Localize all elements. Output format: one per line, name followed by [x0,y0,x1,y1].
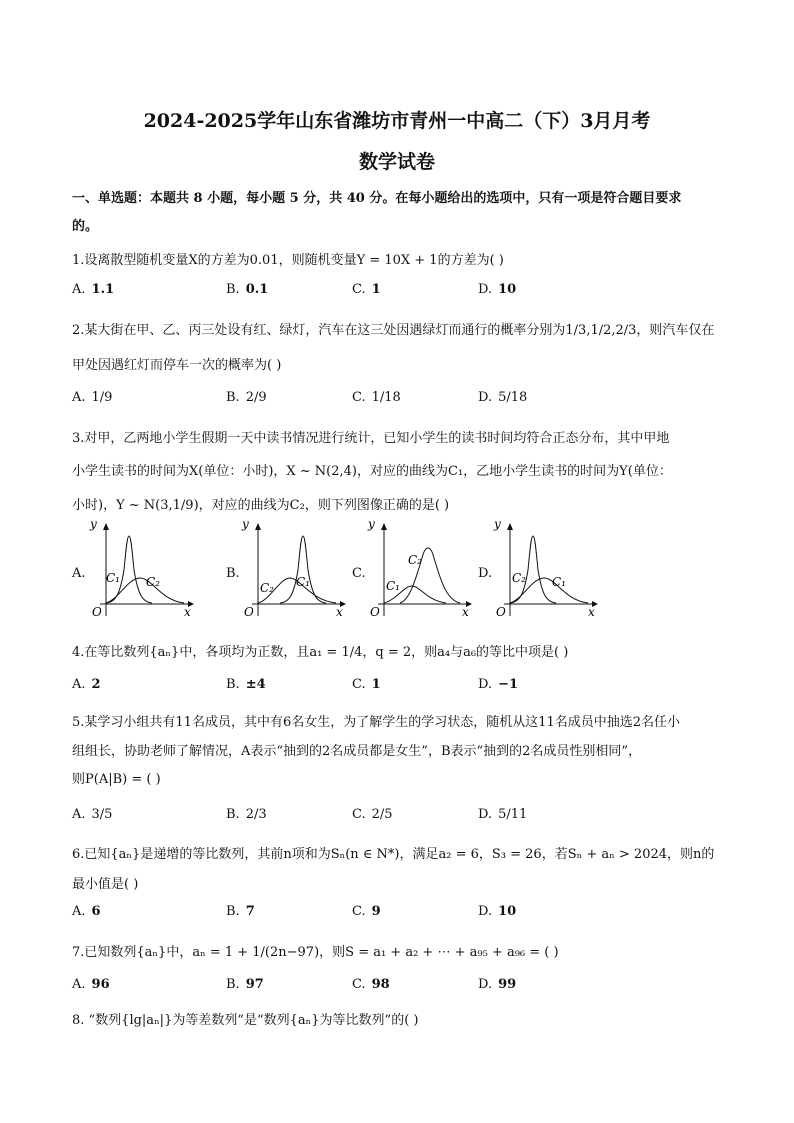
question-1-stem: 1.设离散型随机变量X的方差为0.01，则随机变量Y = 10X + 1的方差为( ) [72,253,504,268]
option-c: C. 1 [352,282,381,297]
curve-right-label: C₂ [146,575,160,589]
graph-option-b [240,520,350,620]
axis-y-label: y [90,520,97,531]
option-b: B. 97 [226,977,264,992]
question-5-stem: 5.某学习小组共有11名成员，其中有6名女生，为了解学生的学习状态，随机从这11名成员中抽选2名任小 [72,715,681,730]
question-6-stem: 6.已知{aₙ}是递增的等比数列，其前n项和为Sₙ(n ∈ N*)，满足a₂ = 6，S₃ = 26，若Sₙ + aₙ > 2024，则n的 [72,847,715,862]
option-d: D. 99 [478,977,517,992]
option-a-label: A. [72,566,86,581]
svg-text:y: y [242,520,249,531]
option-b: B. ±4 [226,677,266,692]
option-c: C. 1/18 [352,390,401,405]
option-a: A. 6 [72,904,101,919]
option-a: A. 96 [72,977,110,992]
svg-text:y: y [368,520,375,531]
svg-text:C₁: C₁ [296,575,310,589]
section-heading-cont: 的。 [72,219,99,234]
option-c: C. 2/5 [352,807,393,822]
option-b: B. 2/3 [226,807,267,822]
option-a: A. 2 [72,677,101,692]
svg-text:x: x [336,605,343,619]
option-d: D. 10 [478,282,517,297]
option-c: C. 9 [352,904,381,919]
question-3-stem: 3.对甲，乙两地小学生假期一天中读书情况进行统计，已知小学生的读书时间均符合正态分布，其中甲地 [72,431,670,446]
graph-option-a [88,520,198,620]
svg-text:O: O [496,605,506,619]
svg-text:x: x [462,605,469,619]
origin-label: O [92,605,102,619]
axis-x-label: x [184,605,191,619]
svg-text:C₂: C₂ [260,581,274,595]
svg-text:O: O [244,605,254,619]
question-2-stem-cont: 甲处因遇红灯而停车一次的概率为( ) [72,358,282,373]
option-b-label: B. [226,566,240,581]
question-3-stem-cont: 小学生读书的时间为X(单位：小时)，X ~ N(2,4)，对应的曲线为C₁，乙地小学生读书的时间为Y(单位： [72,464,672,479]
svg-text:y: y [494,520,501,531]
option-a: A. 3/5 [72,807,113,822]
graph-option-d [492,520,602,620]
question-6-stem-cont: 最小值是( ) [72,877,139,892]
option-d-label: D. [478,566,493,581]
svg-text:O: O [370,605,380,619]
option-b: B. 2/9 [226,390,267,405]
option-c-label: C. [352,566,366,581]
exam-subtitle: 数学试卷 [358,151,435,173]
graph-option-c [366,520,476,620]
svg-text:C₁: C₁ [552,575,566,589]
exam-title: 2024-2025学年山东省潍坊市青州一中高二（下）3月月考 [143,110,651,132]
option-d: D. −1 [478,677,519,692]
option-d: D. 5/11 [478,807,528,822]
curve-left-label: C₁ [106,571,120,585]
svg-text:C₂: C₂ [512,571,526,585]
option-b: B. 0.1 [226,282,269,297]
option-d: D. 10 [478,904,517,919]
option-b: B. 7 [226,904,255,919]
option-d: D. 5/18 [478,390,528,405]
svg-text:C₂: C₂ [408,553,422,567]
section-heading: 一、单选题：本题共 8 小题，每小题 5 分，共 40 分。在每小题给出的选项中，只有一项是符合题目要求 [72,191,682,206]
question-8-stem: 8. “数列{lg|aₙ|}为等差数列”是“数列{aₙ}为等比数列”的( ) [72,1013,419,1028]
option-a: A. 1.1 [72,282,115,297]
question-3-stem-cont2: 小时)，Y ~ N(3,1/9)，对应的曲线为C₂，则下列图像正确的是( ) [72,498,450,513]
question-2-stem: 2.某大街在甲、乙、丙三处设有红、绿灯，汽车在这三处因遇绿灯而通行的概率分别为1/3,1/2,2/3，则汽车仅在 [72,323,715,338]
option-a: A. 1/9 [72,390,113,405]
question-4-stem: 4.在等比数列{aₙ}中，各项均为正数，且a₁ = 1/4，q = 2，则a₄与a₆的等比中项是( ) [72,645,569,660]
svg-text:C₁: C₁ [386,579,400,593]
question-5-stem-cont2: 则P(A|B) = ( ) [72,772,161,787]
question-7-stem: 7.已知数列{aₙ}中，aₙ = 1 + 1/(2n−97)，则S = a₁ + a₂ + ⋯ + a₉₅ + a₉₆ = ( ) [72,945,559,960]
option-c: C. 98 [352,977,390,992]
svg-text:x: x [588,605,595,619]
option-c: C. 1 [352,677,381,692]
question-5-stem-cont: 组组长，协助老师了解情况，A表示“抽到的2名成员都是女生”，B表示“抽到的2名成员性别相同”， [72,744,642,759]
